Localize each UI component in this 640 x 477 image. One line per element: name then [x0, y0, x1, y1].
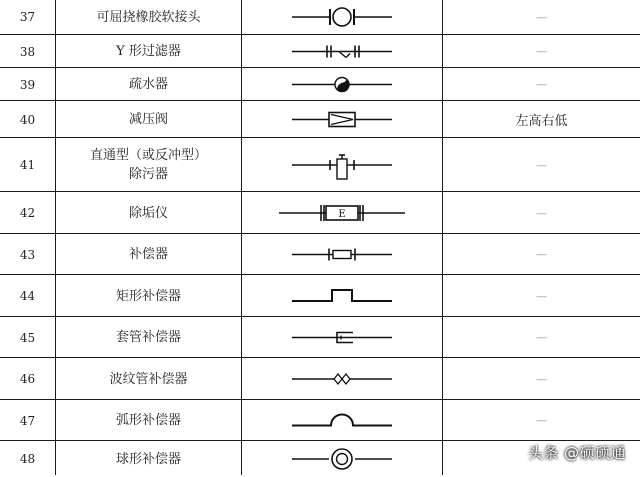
remark: —	[536, 331, 547, 344]
y-strainer-icon	[267, 36, 417, 67]
item-name: 除垢仪	[128, 205, 168, 221]
row-number: 46	[19, 372, 36, 386]
table-row	[0, 233, 640, 275]
symbol-cell	[242, 441, 442, 477]
item-name: 矩形补偿器	[115, 288, 181, 304]
symbol-cell	[242, 400, 442, 441]
remark: —	[536, 289, 547, 303]
item-name: Y 形过滤器	[116, 44, 181, 59]
row-number: 43	[19, 247, 36, 262]
steam-trap-icon	[267, 69, 417, 100]
rectangular-compensator-icon	[267, 276, 417, 316]
table-row	[0, 67, 640, 101]
table-row	[0, 357, 640, 400]
table-row	[0, 137, 640, 192]
table-row	[0, 399, 640, 441]
item-name: 套管补偿器	[115, 330, 181, 345]
ball-compensator-icon	[267, 442, 417, 476]
table-row	[0, 191, 640, 234]
table-row	[0, 0, 640, 34]
watermark: 头条 @硕硕通	[527, 444, 626, 462]
row-number: 42	[19, 206, 36, 220]
row-number: 41	[19, 158, 36, 172]
pressure-reducing-valve-icon	[267, 102, 417, 137]
item-name: 可屈挠橡胶软接头	[96, 9, 201, 25]
remark: —	[536, 158, 547, 172]
remark: —	[536, 248, 547, 261]
sleeve-compensator-icon	[267, 318, 417, 357]
table-row	[0, 274, 640, 317]
item-name: 球形补偿器	[115, 451, 181, 467]
table-row	[0, 34, 640, 68]
flexible-rubber-joint-icon	[267, 1, 417, 33]
row-number: 48	[19, 452, 36, 466]
remark: —	[536, 372, 547, 386]
table-row	[0, 316, 640, 358]
symbol-cell	[242, 68, 442, 101]
row-number: 47	[19, 413, 36, 428]
bellows-compensator-icon	[267, 359, 417, 399]
symbol-cell	[242, 234, 442, 275]
symbol-cell	[242, 317, 442, 358]
item-name: 直通型（或反冲型） 除污器	[89, 148, 207, 182]
item-name: 补偿器	[128, 247, 168, 262]
compensator-icon	[267, 235, 417, 274]
symbol-cell	[242, 192, 442, 234]
item-name: 疏水器	[128, 77, 168, 92]
symbol-cell	[242, 275, 442, 317]
remark: —	[536, 10, 547, 24]
symbol-cell	[242, 101, 442, 138]
item-name: 减压阀	[128, 112, 168, 127]
symbol-cell	[242, 0, 442, 34]
descaler-symbol-text: E	[338, 209, 346, 220]
remark: 左高右低	[515, 114, 568, 129]
table-row	[0, 100, 640, 138]
remark: —	[536, 45, 547, 58]
row-number: 38	[19, 44, 36, 59]
item-name: 弧形补偿器	[115, 413, 181, 428]
row-number: 39	[19, 77, 36, 92]
symbol-cell	[242, 358, 442, 400]
symbol-cell	[242, 35, 442, 68]
row-number: 40	[19, 112, 36, 127]
remark: —	[536, 78, 547, 91]
arc-compensator-icon	[267, 401, 417, 440]
item-name: 波纹管补偿器	[109, 371, 188, 387]
row-number: 44	[19, 289, 36, 303]
dirt-separator-icon	[267, 139, 417, 191]
descaler-icon	[267, 193, 417, 233]
row-number: 37	[19, 10, 36, 24]
remark: —	[536, 414, 547, 427]
row-number: 45	[19, 330, 36, 345]
remark: —	[536, 206, 547, 220]
symbol-cell	[242, 138, 442, 192]
